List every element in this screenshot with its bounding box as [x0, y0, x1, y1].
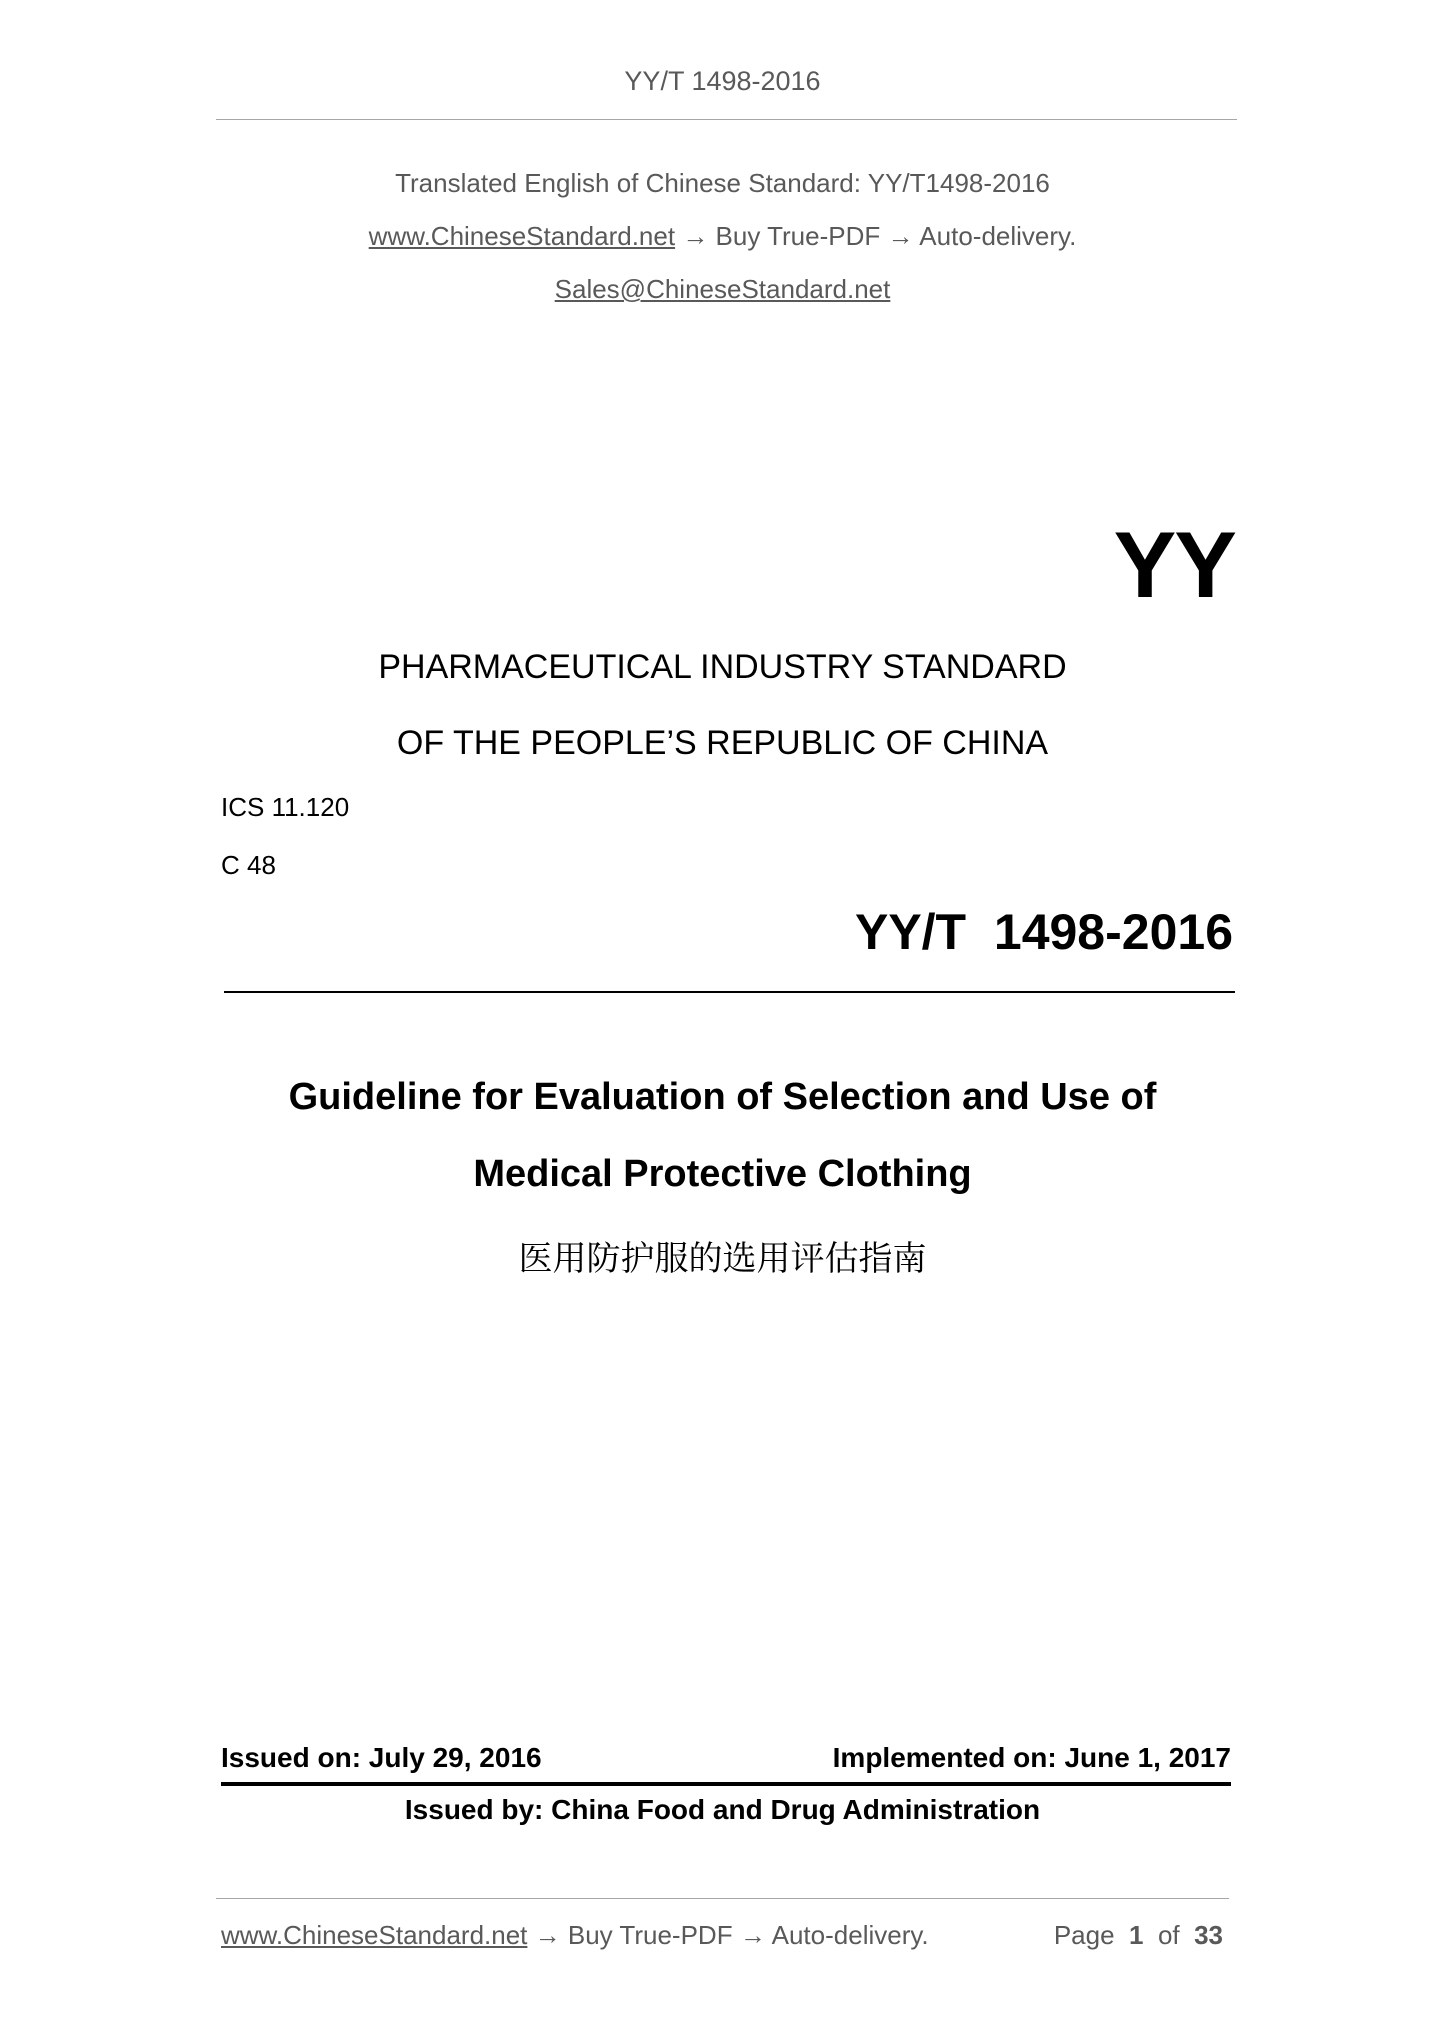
arrow-right-icon: → [887, 221, 914, 251]
header-divider [216, 119, 1237, 120]
title-chinese: 医用防护服的选用评估指南 [518, 1239, 927, 1279]
page-current: 1 [1129, 1920, 1144, 1950]
issuing-authority: Issued by: China Food and Drug Administration [404, 1794, 1041, 1825]
page-total: 33 [1194, 1920, 1223, 1950]
page-label: Page [1053, 1920, 1115, 1950]
footer-divider [216, 1898, 1229, 1899]
title-english-line-2: Medical Protective Clothing [473, 1153, 972, 1195]
issued-on-date: Issued on: July 29, 2016 [221, 1742, 542, 1773]
industry-standard-line-1: PHARMACEUTICAL INDUSTRY STANDARD [378, 648, 1067, 686]
ccs-code: C 48 [221, 850, 276, 880]
email-line [0, 274, 1445, 305]
page-indicator [1054, 1920, 1223, 1951]
ics-code: ICS 11.120 [221, 792, 350, 822]
implemented-on-date: Implemented on: June 1, 2017 [832, 1742, 1231, 1773]
footer-delivery-text: Auto-delivery. [771, 1920, 929, 1950]
translated-notice [0, 168, 1445, 199]
site-link[interactable]: www.ChineseStandard.net [368, 221, 676, 251]
running-header-standard-code: YY/T 1498-2016 [624, 66, 821, 96]
standard-number: YY/T 1498-2016 [854, 904, 1233, 960]
footer-purchase-line [221, 1920, 929, 1951]
standard-number-divider [224, 991, 1235, 993]
page-of-label: of [1157, 1920, 1180, 1950]
industry-standard-line-2: OF THE PEOPLE’S REPUBLIC OF CHINA [396, 724, 1049, 762]
arrow-right-icon: → [739, 1920, 766, 1950]
purchase-line [0, 221, 1445, 252]
standard-category-mark: YY [1113, 512, 1235, 617]
buy-true-pdf-text: Buy True-PDF [715, 221, 881, 251]
issue-divider [221, 1782, 1231, 1786]
sales-email-link[interactable]: Sales@ChineseStandard.net [554, 274, 891, 304]
arrow-right-icon: → [534, 1920, 561, 1950]
title-english-line-1: Guideline for Evaluation of Selection and Use of [288, 1076, 1157, 1118]
translated-code: YY/T1498-2016 [867, 168, 1050, 198]
arrow-right-icon: → [682, 221, 709, 251]
footer-buy-text: Buy True-PDF [567, 1920, 733, 1950]
footer-site-link[interactable]: www.ChineseStandard.net [221, 1920, 528, 1950]
auto-delivery-text: Auto-delivery. [919, 221, 1077, 251]
translated-prefix: Translated English of Chinese Standard: [395, 168, 868, 198]
